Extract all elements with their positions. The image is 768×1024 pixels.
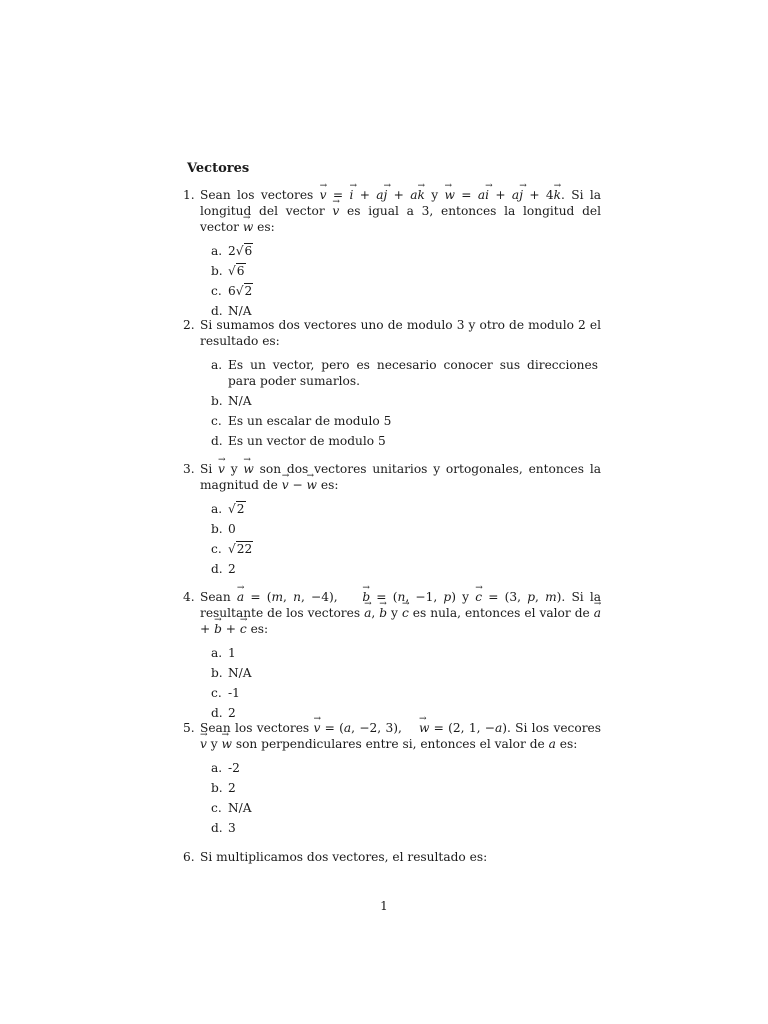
question-text: Sean → a = (m, n, −4), → b = (n, −1, p) y → c = (3, p, m). Si la resultante de los vectores → a, → b y → c es nula, entonces el valor de → a + → b + → c es: bbox=[200, 589, 601, 637]
question-text: Si sumamos dos vectores uno de modulo 3 y otro de modulo 2 el resultado es: bbox=[200, 318, 601, 348]
options-list bbox=[183, 357, 601, 449]
question-text: Si multiplicamos dos vectores, el resultado es: bbox=[200, 850, 488, 864]
question-text: Sean los vectores → v = (a, −2, 3), → w = (2, 1, −a). Si los vecores → v y → w son perpendiculares entre si, entonces el valor de a es: bbox=[200, 720, 601, 752]
sqrt-symbol: √22 bbox=[228, 542, 253, 556]
sqrt-symbol: √6 bbox=[228, 264, 245, 278]
option-a[interactable]: a. -2 bbox=[211, 761, 240, 775]
option-a[interactable]: a. 2√6 bbox=[211, 244, 253, 258]
question-number: 1. bbox=[183, 188, 195, 202]
question-text: Si → v y → w son dos vectores unitarios y ortogonales, entonces la magnitud de → v − → w es: bbox=[200, 461, 601, 493]
options-list bbox=[183, 760, 601, 836]
question-text: Sean los vectores → v = → i + a→ j + a→ k y → w = a→ i + a→ j + 4→ k. Si la longitud del vector → v es igual a 3, entonces la longitud del vector → w es: bbox=[200, 187, 601, 235]
question-6 bbox=[183, 849, 601, 865]
option-d[interactable]: d. 3 bbox=[211, 821, 236, 835]
page-number: 1 bbox=[380, 899, 388, 913]
option-d[interactable]: d. N/A bbox=[211, 304, 252, 318]
question-1 bbox=[183, 187, 601, 323]
option-b[interactable]: b. 0 bbox=[211, 522, 236, 536]
option-d[interactable]: d. Es un vector de modulo 5 bbox=[211, 434, 386, 448]
options-list bbox=[183, 645, 601, 721]
question-4 bbox=[183, 589, 601, 725]
option-b[interactable]: b. N/A bbox=[211, 666, 252, 680]
sqrt-symbol: √2 bbox=[235, 284, 253, 298]
option-c[interactable]: c. Es un escalar de modulo 5 bbox=[211, 414, 392, 428]
question-number: 2. bbox=[183, 318, 195, 332]
option-a[interactable]: a. 1 bbox=[211, 646, 236, 660]
sqrt-symbol: √6 bbox=[235, 244, 253, 258]
question-number: 6. bbox=[183, 850, 195, 864]
sqrt-symbol: √2 bbox=[228, 502, 245, 516]
option-c[interactable]: c. -1 bbox=[211, 686, 240, 700]
question-5 bbox=[183, 720, 601, 840]
option-b[interactable]: b. N/A bbox=[211, 394, 252, 408]
section-title: Vectores bbox=[187, 161, 250, 176]
question-number: 3. bbox=[183, 462, 195, 476]
question-3 bbox=[183, 461, 601, 581]
option-d[interactable]: d. 2 bbox=[211, 706, 236, 720]
question-number: 4. bbox=[183, 590, 195, 604]
option-a[interactable]: a. √2 bbox=[211, 502, 245, 516]
option-c[interactable]: c. √22 bbox=[211, 542, 253, 556]
option-c[interactable]: c. N/A bbox=[211, 801, 252, 815]
question-number: 5. bbox=[183, 721, 195, 735]
option-b[interactable]: b. √6 bbox=[211, 264, 245, 278]
options-list bbox=[183, 501, 601, 577]
question-2 bbox=[183, 317, 601, 453]
option-b[interactable]: b. 2 bbox=[211, 781, 236, 795]
option-d[interactable]: d. 2 bbox=[211, 562, 236, 576]
option-a[interactable]: a. Es un vector, pero es necesario conocer sus direcciones para poder sumarlos. bbox=[211, 358, 598, 388]
option-c[interactable]: c. 6√2 bbox=[211, 284, 253, 298]
options-list bbox=[183, 243, 601, 319]
